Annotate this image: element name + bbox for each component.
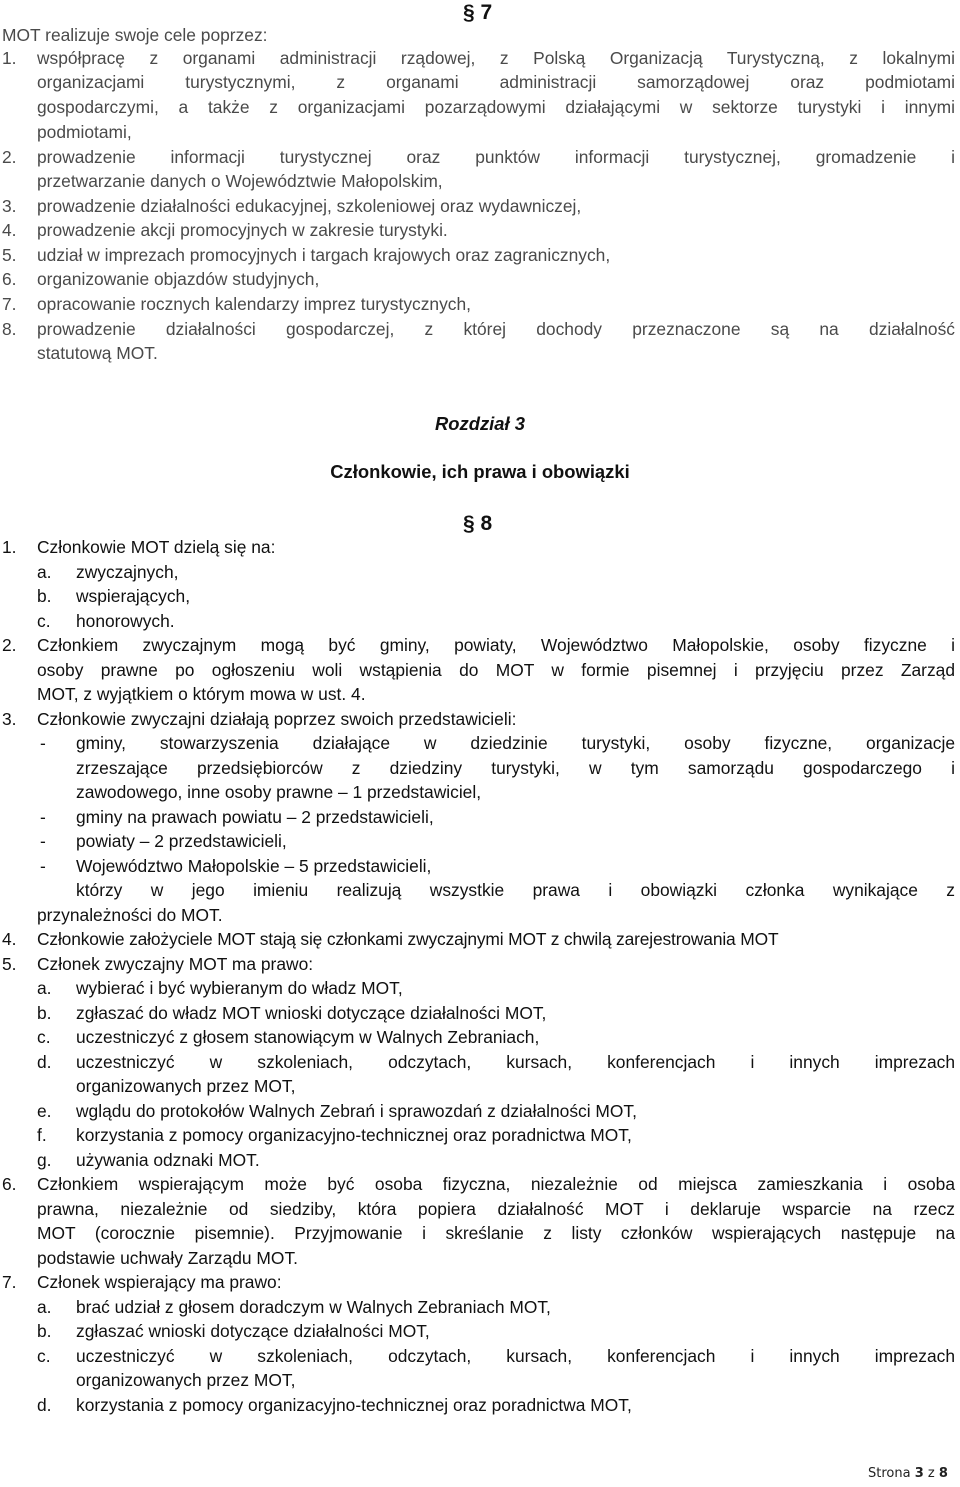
item-line: opracowanie rocznych kalendarzy imprez turystycznych, bbox=[37, 294, 471, 314]
sub-letter: b. bbox=[37, 1003, 52, 1023]
item-line: prowadzenie działalności edukacyjnej, szkoleniowej oraz wydawniczej, bbox=[37, 196, 582, 216]
item-number: 6. bbox=[2, 269, 17, 289]
item-line: Członek wspierający ma prawo: bbox=[37, 1272, 282, 1292]
item-line: prawna, niezależnie od siedziby, która popiera działalność MOT i deklaruje wsparcie na rzecz bbox=[37, 1199, 955, 1219]
item-line: Członkiem wspierającym może być osoba fizyczna, niezależnie od miejsca zamieszkania i osoba bbox=[37, 1174, 955, 1194]
sub-text: korzystania z pomocy organizacyjno-technicznej oraz poradnictwa MOT, bbox=[76, 1395, 632, 1415]
sub-text: zgłaszać wnioski dotyczące działalności MOT, bbox=[76, 1321, 430, 1341]
item-number: 3. bbox=[2, 709, 17, 729]
item-line: Województwo Małopolskie – 5 przedstawicieli, bbox=[76, 856, 432, 876]
chapter-title: Członkowie, ich prawa i obowiązki bbox=[330, 461, 630, 482]
item-line: powiaty – 2 przedstawicieli, bbox=[76, 831, 287, 851]
item-line: przetwarzanie danych o Województwie Małopolskim, bbox=[37, 171, 443, 191]
sub-text: używania odznaki MOT. bbox=[76, 1150, 260, 1170]
sub-letter: d. bbox=[37, 1395, 52, 1415]
dash-bullet: - bbox=[40, 807, 46, 827]
sub-text: uczestniczyć z głosem stanowiącym w Walnych Zebraniach, bbox=[76, 1027, 540, 1047]
sub-text: wybierać i być wybieranym do władz MOT, bbox=[76, 978, 403, 998]
item-line: MOT, z wyjątkiem o którym mowa w ust. 4. bbox=[37, 684, 366, 704]
item-line: Członkowie zwyczajni działają poprzez swoich przedstawicieli: bbox=[37, 709, 517, 729]
sub-letter: a. bbox=[37, 978, 52, 998]
dash-bullet: - bbox=[40, 856, 46, 876]
sub-letter: f. bbox=[37, 1125, 47, 1145]
item-line: MOT (corocznie pisemnie). Przyjmowanie i skreślanie z listy członków wspierających następuje na bbox=[37, 1223, 955, 1243]
sub-text: korzystania z pomocy organizacyjno-technicznej oraz poradnictwa MOT, bbox=[76, 1125, 632, 1145]
footer-total-pages: 8 bbox=[938, 1466, 948, 1481]
item-line: Członkiem zwyczajnym mogą być gminy, powiaty, Województwo Małopolskie, osoby fizyczne i bbox=[37, 635, 955, 655]
sub-letter: b. bbox=[37, 586, 52, 606]
chapter-label: Rozdział 3 bbox=[435, 413, 525, 434]
sub-letter: a. bbox=[37, 1297, 52, 1317]
sub-text: honorowych. bbox=[76, 611, 175, 631]
item-number: 4. bbox=[2, 220, 17, 240]
sub-text: brać udział z głosem doradczym w Walnych Zebraniach MOT, bbox=[76, 1297, 551, 1317]
item-number: 6. bbox=[2, 1174, 17, 1194]
sub-letter: b. bbox=[37, 1321, 52, 1341]
item-number: 7. bbox=[2, 1272, 17, 1292]
sub-letter: c. bbox=[37, 611, 51, 631]
item-line: prowadzenie działalności gospodarczej, z której dochody przeznaczone są na działalność bbox=[37, 319, 955, 339]
sub-text: uczestniczyć w szkoleniach, odczytach, kursach, konferencjach i innych imprezach bbox=[76, 1346, 955, 1366]
sub-text: wglądu do protokołów Walnych Zebrań i sprawozdań z działalności MOT, bbox=[76, 1101, 637, 1121]
item-line: podstawie uchwały Zarządu MOT. bbox=[37, 1248, 298, 1268]
sub-text: wspierających, bbox=[76, 586, 191, 606]
item-number: 8. bbox=[2, 319, 17, 339]
item-line: udział w imprezach promocyjnych i targach krajowych oraz zagranicznych, bbox=[37, 245, 611, 265]
item-number: 5. bbox=[2, 954, 17, 974]
sub-text: zwyczajnych, bbox=[76, 562, 179, 582]
item-line: prowadzenie informacji turystycznej oraz punktów informacji turystycznej, gromadzenie i bbox=[37, 147, 955, 167]
item-line: Członkowie MOT dzielą się na: bbox=[37, 537, 276, 557]
item-number: 5. bbox=[2, 245, 17, 265]
item-line: zrzeszające przedsiębiorców z dziedziny turystyki, w tym samorządu gospodarczego i bbox=[76, 758, 955, 778]
dash-bullet: - bbox=[40, 733, 46, 753]
item-number: 4. bbox=[2, 929, 17, 949]
sub-letter: c. bbox=[37, 1027, 51, 1047]
item-line: Członek zwyczajny MOT ma prawo: bbox=[37, 954, 314, 974]
item-line: prowadzenie akcji promocyjnych w zakresie turystyki. bbox=[37, 220, 448, 240]
item-line: organizowanie objazdów studyjnych, bbox=[37, 269, 320, 289]
sub-letter: c. bbox=[37, 1346, 51, 1366]
item-line: Członkowie założyciele MOT stają się członkami zwyczajnymi MOT z chwilą zarejestrowania MOT bbox=[37, 929, 779, 949]
item-number: 1. bbox=[2, 537, 17, 557]
item-line: którzy w jego imieniu realizują wszystkie prawa i obowiązki członka wynikające z bbox=[76, 880, 955, 900]
item-line: organizacjami turystycznymi, z organami administracji samorządowej oraz podmiotami bbox=[37, 72, 955, 92]
item-line: przynależności do MOT. bbox=[37, 905, 223, 925]
item-number: 2. bbox=[2, 635, 17, 655]
footer-word: Strona bbox=[868, 1466, 911, 1481]
sub-letter: e. bbox=[37, 1101, 52, 1121]
sub-text: organizowanych przez MOT, bbox=[76, 1370, 296, 1390]
section7-lead: MOT realizuje swoje cele poprzez: bbox=[2, 25, 268, 45]
item-number: 3. bbox=[2, 196, 17, 216]
item-number: 7. bbox=[2, 294, 17, 314]
paragraph-7-heading: § 7 bbox=[463, 1, 493, 24]
sub-text: zgłaszać do władz MOT wnioski dotyczące działalności MOT, bbox=[76, 1003, 547, 1023]
item-line: statutową MOT. bbox=[37, 343, 158, 363]
sub-text: uczestniczyć w szkoleniach, odczytach, kursach, konferencjach i innych imprezach bbox=[76, 1052, 955, 1072]
dash-bullet: - bbox=[40, 831, 46, 851]
item-number: 2. bbox=[2, 147, 17, 167]
item-line: gospodarczymi, a także z organizacjami pozarządowymi działającymi w sektorze turystyki i innymi bbox=[37, 97, 955, 117]
item-number: 1. bbox=[2, 48, 17, 68]
sub-letter: g. bbox=[37, 1150, 52, 1170]
item-line: współpracę z organami administracji rządowej, z Polską Organizacją Turystyczną, z lokalnymi bbox=[37, 48, 955, 68]
item-line: gminy, stowarzyszenia działające w dziedzinie turystyki, osoby fizyczne, organizacje bbox=[76, 733, 955, 753]
item-line: gminy na prawach powiatu – 2 przedstawicieli, bbox=[76, 807, 434, 827]
item-line: zawodowego, inne osoby prawne – 1 przedstawiciel, bbox=[76, 782, 482, 802]
paragraph-8-heading: § 8 bbox=[463, 512, 493, 535]
sub-letter: a. bbox=[37, 562, 52, 582]
sub-letter: d. bbox=[37, 1052, 52, 1072]
sub-text: organizowanych przez MOT, bbox=[76, 1076, 296, 1096]
item-line: podmiotami, bbox=[37, 122, 132, 142]
footer-current-page: 3 bbox=[914, 1466, 924, 1481]
item-line: osoby prawne po ogłoszeniu woli wstąpienia do MOT w formie pisemnej i przyjęciu przez Zarząd bbox=[37, 660, 955, 680]
footer-of: z bbox=[927, 1466, 935, 1481]
page-footer bbox=[868, 1466, 948, 1481]
